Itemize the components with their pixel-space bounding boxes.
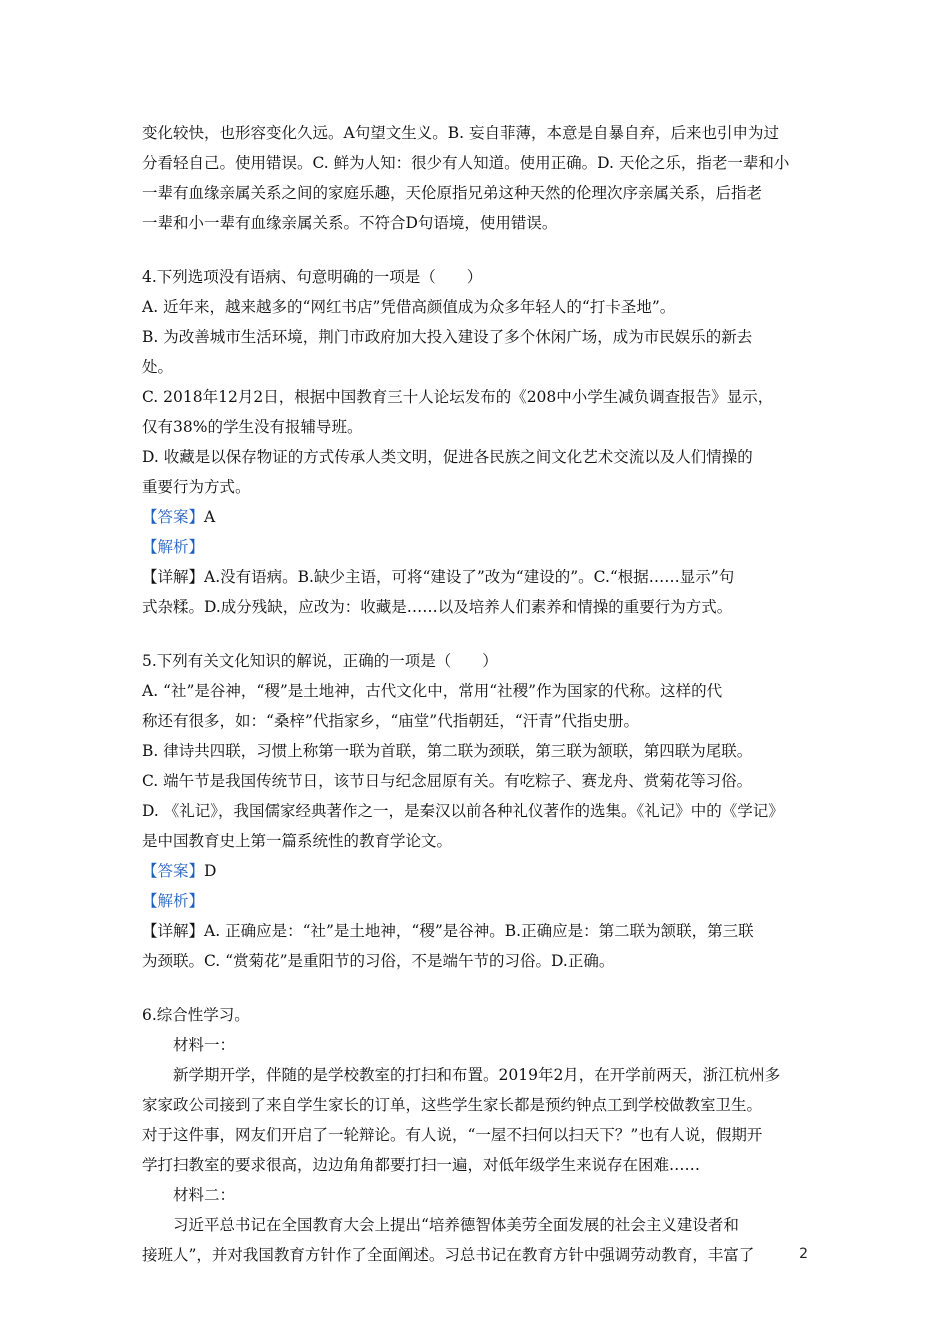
document-page [142, 118, 812, 1270]
question-stem: 5.下列有关文化知识的解说，正确的一项是（ ） [142, 652, 498, 670]
intro-paragraph [142, 118, 812, 238]
text-line: 分看轻自己。使用错误。C. 鲜为人知：很少有人知道。使用正确。D. 天伦之乐，指老一辈和小 [142, 154, 790, 172]
option-a-cont: 称还有很多，如：“桑梓”代指家乡，“庙堂”代指朝廷，“汗青”代指史册。 [142, 712, 640, 730]
detail-tag: 【详解】 [142, 568, 205, 586]
analysis-tag: 【解析】 [142, 538, 205, 556]
option-a: A. “社”是谷神，“稷”是土地神，古代文化中，常用“社稷”作为国家的代称。这样的代 [142, 682, 723, 700]
material-1-title: 材料一： [173, 1036, 236, 1054]
text-line: 一辈有血缘亲属关系之间的家庭乐趣，天伦原指兄弟这种天然的伦理次序亲属关系，后指老 [142, 184, 763, 202]
answer-line [142, 502, 812, 532]
question-5 [142, 646, 812, 976]
option-d-cont: 重要行为方式。 [142, 478, 251, 496]
detail-line-cont: 为颈联。C. “赏菊花”是重阳节的习俗，不是端午节的习俗。D.正确。 [142, 952, 615, 970]
answer-tag: 【答案】 [142, 862, 205, 880]
option-d-cont: 是中国教育史上第一篇系统性的教育学论文。 [142, 832, 453, 850]
text-line: 一辈和小一辈有血缘亲属关系。不符合D句语境，使用错误。 [142, 214, 558, 232]
question-stem: 6.综合性学习。 [142, 1006, 250, 1024]
page-number: 2 [799, 1246, 808, 1262]
question-6 [142, 1000, 812, 1270]
material-2-line: 习近平总书记在全国教育大会上提出“培养德智体美劳全面发展的社会主义建设者和 [173, 1216, 739, 1234]
material-1-line: 新学期开学，伴随的是学校教室的打扫和布置。2019年2月，在开学前两天，浙江杭州多 [173, 1066, 781, 1084]
detail-text: A.没有语病。B.缺少主语，可将“建设了”改为“建设的”。C.“根据……显示”句 [204, 568, 735, 586]
material-1-line: 对于这件事，网友们开启了一轮辩论。有人说，“一屋不扫何以扫天下？”也有人说，假期开 [142, 1126, 763, 1144]
material-2-title: 材料二： [173, 1186, 236, 1204]
option-d: D. 《礼记》，我国儒家经典著作之一，是秦汉以前各种礼仪著作的选集。《礼记》中的《学记》 [142, 802, 784, 820]
material-1-line: 家家政公司接到了来自学生家长的订单，这些学生家长都是预约钟点工到学校做教室卫生。 [142, 1096, 763, 1114]
analysis-line [142, 532, 812, 562]
question-4 [142, 262, 812, 622]
material-1-line: 学打扫教室的要求很高，边边角角都要打扫一遍，对低年级学生来说存在困难…… [142, 1156, 701, 1174]
answer-line [142, 856, 812, 886]
detail-text: A. 正确应是：“社”是土地神，“稷”是谷神。B.正确应是：第二联为颔联，第三联 [204, 922, 754, 940]
detail-line-cont: 式杂糅。D.成分残缺，应改为：收藏是……以及培养人们素养和情操的重要行为方式。 [142, 598, 733, 616]
detail-line [142, 916, 812, 946]
answer-tag: 【答案】 [142, 508, 205, 526]
option-c-cont: 仅有38%的学生没有报辅导班。 [142, 418, 363, 436]
option-b: B. 律诗共四联，习惯上称第一联为首联，第二联为颈联，第三联为颔联，第四联为尾联。 [142, 742, 753, 760]
option-a: A. 近年来，越来越多的“网红书店”凭借高颜值成为众多年轻人的“打卡圣地”。 [142, 298, 676, 316]
analysis-tag: 【解析】 [142, 892, 205, 910]
option-d: D. 收藏是以保存物证的方式传承人类文明，促进各民族之间文化艺术交流以及人们情操的 [142, 448, 753, 466]
question-stem: 4.下列选项没有语病、句意明确的一项是（ ） [142, 268, 483, 286]
analysis-line [142, 886, 812, 916]
option-c: C. 2018年12月2日，根据中国教育三十人论坛发布的《208中小学生减负调查报告》显示， [142, 388, 774, 406]
option-b: B. 为改善城市生活环境，荆门市政府加大投入建设了多个休闲广场，成为市民娱乐的新去 [142, 328, 753, 346]
answer-value: D [204, 862, 217, 880]
text-line: 变化较快，也形容变化久远。A句望文生义。B. 妄自菲薄，本意是自暴自弃，后来也引申为过 [142, 124, 779, 142]
answer-value: A [204, 508, 216, 526]
detail-tag: 【详解】 [142, 922, 205, 940]
option-b-cont: 处。 [142, 358, 174, 376]
detail-line [142, 562, 812, 592]
option-c: C. 端午节是我国传统节日，该节日与纪念屈原有关。有吃粽子、赛龙舟、赏菊花等习俗。 [142, 772, 753, 790]
material-2-line: 接班人”，并对我国教育方针作了全面阐述。习总书记在教育方针中强调劳动教育，丰富了 [142, 1246, 755, 1264]
